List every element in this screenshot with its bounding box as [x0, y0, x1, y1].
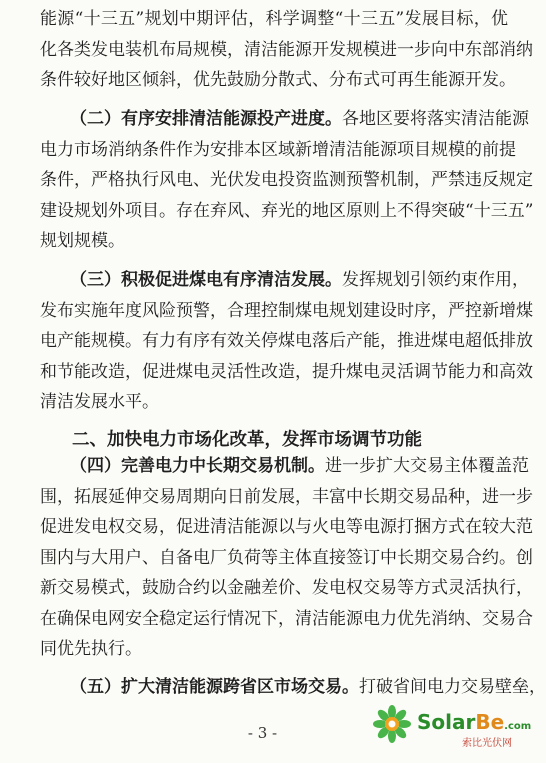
text-line: 同优先执行。 [40, 639, 142, 659]
paragraph-5 [40, 672, 546, 703]
paragraph-continuation [40, 4, 533, 96]
section-heading: 二、加快电力市场化改革，发挥市场调节功能 [72, 430, 422, 450]
paragraph-heading: （四）完善电力中长期交易机制。 [70, 456, 325, 476]
brand-suffix: Be [475, 710, 505, 734]
text-line [40, 265, 529, 296]
sunflower-logo-icon [370, 704, 414, 744]
text-line: 在确保电网安全稳定运行情况下，清洁能源电力优先消纳、交易合 [40, 608, 533, 629]
text-line: 围，拓展延伸交易周期向日前发展，丰富中长期交易品种，进一步 [40, 486, 533, 507]
text-run: 发挥规划引领约束作用， [342, 270, 529, 290]
text-line: 围内与大用户、自备电厂负荷等主体直接签订中长期交易合约。创 [40, 547, 533, 568]
text-line [40, 672, 546, 703]
text-run: 打破省间电力交易壁垒， [359, 677, 546, 697]
paragraph-3 [40, 265, 533, 418]
text-line: 条件，严格执行风电、光伏发电投资监测预警机制，严禁违反规定 [40, 170, 533, 190]
text-line [40, 104, 529, 135]
paragraph-2 [40, 104, 534, 257]
text-line: 规划规模。 [40, 231, 125, 251]
page-number: - 3 - [247, 724, 278, 742]
text-line: 电产能规模。有力有序有效关停煤电落后产能，推进煤电超低排放 [40, 331, 533, 351]
paragraph-4 [40, 451, 533, 665]
text-line: 建设规划外项目。存在弃风、弃光的地区原则上不得突破“十三五” [40, 200, 534, 221]
watermark-subtitle: 索比光伏网 [462, 738, 512, 749]
solarbe-watermark [370, 704, 532, 749]
text-line: 清洁发展水平。 [40, 392, 159, 412]
text-line: 化各类发电装机布局规模，清洁能源开发规模进一步向中东部消纳 [40, 39, 533, 60]
watermark-brand [417, 710, 531, 734]
text-line: 和节能改造，促进煤电灵活性改造，提升煤电灵活调节能力和高效 [40, 361, 533, 382]
text-line: 新交易模式，鼓励合约以金融差价、发电权交易等方式灵活执行， [40, 578, 533, 598]
brand-domain: .com [504, 721, 532, 732]
paragraph-heading: （五）扩大清洁能源跨省区市场交易。 [70, 677, 359, 697]
paragraph-heading: （三）积极促进煤电有序清洁发展。 [70, 270, 342, 290]
text-line: 发布实施年度风险预警，合理控制煤电规划建设时序，严控新增煤 [40, 300, 533, 321]
text-line: 电力市场消纳条件作为安排本区域新增清洁能源项目规模的前提 [40, 139, 516, 160]
paragraph-heading: （二）有序安排清洁能源投产进度。 [70, 109, 342, 129]
text-line: 条件较好地区倾斜，优先鼓励分散式、分布式可再生能源开发。 [40, 70, 516, 90]
text-line: 能源“十三五”规划中期评估，科学调整“十三五”发展目标，优 [40, 9, 508, 29]
text-run: 各地区要将落实清洁能源 [342, 109, 529, 129]
brand-prefix: Solar [417, 710, 476, 734]
text-line: 促进发电权交易，促进清洁能源以与火电等电源打捆方式在较大范 [40, 517, 533, 537]
text-line [40, 451, 529, 482]
text-run: 进一步扩大交易主体覆盖范 [325, 456, 529, 476]
